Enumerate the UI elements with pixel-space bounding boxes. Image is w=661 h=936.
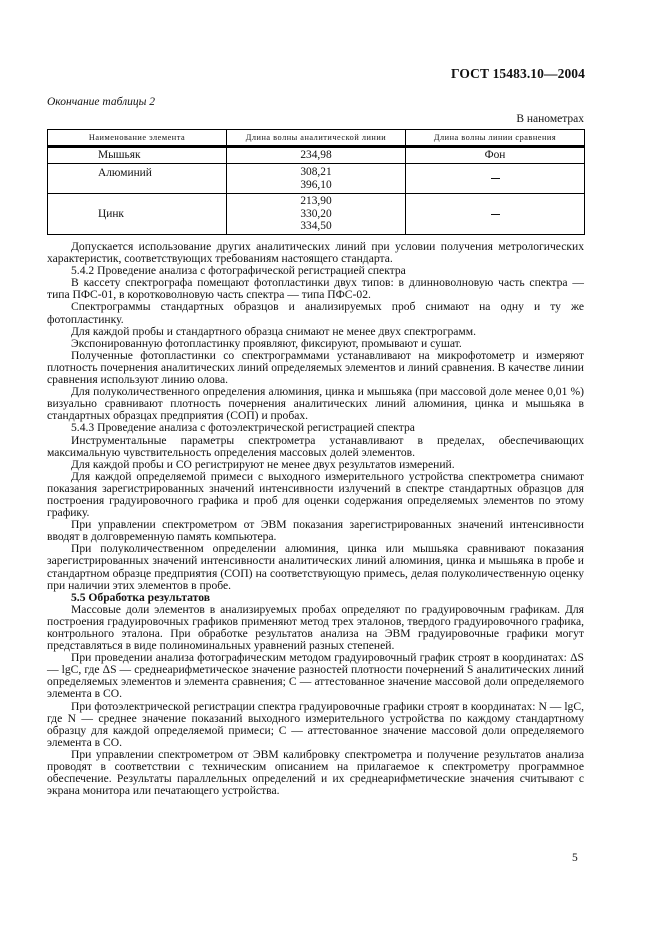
paragraph: При управлении спектрометром от ЭВМ калибровку спектрометра и получение результатов анализа проводят в соответствии с техническим описанием на прилагаемое к спектрометру программное обеспечение. Результаты параллельных определений и их среднеарифметические значения считывают с экрана монитора или печатающего устройства. [47,747,584,798]
analytical-line-value: 234,98 [227,147,406,164]
column-header-analytical-line: Длина волны аналитической линии [227,130,406,147]
document-standard-code: ГОСТ 15483.10—2004 [451,66,585,81]
element-name: Алюминий [48,164,227,194]
paragraph: При проведении анализа фотографическим методом градуировочный график строят в координатах: ΔS — lgC, где ΔS — среднеарифметическое значение разностей плотности почернений S аналитических линий определяемых элементов и элемента сравнения; C — аттестованное значение массовой доли определяемого элемента в СО. [47,651,584,701]
table-units: В нанометрах [516,113,584,125]
document-body [47,241,584,797]
analytical-line-value: 330,20 [300,207,332,220]
analytical-line-values [227,164,406,194]
column-header-comparison-line: Длина волны линии сравнения [406,130,585,147]
comparison-line-value [406,194,585,235]
analytical-line-value: 396,10 [300,178,332,191]
table-row [48,147,585,164]
comparison-line-value [406,164,585,194]
paragraph: При полуколичественном определении алюминия, цинка или мышьяка сравнивают показания зарегистрированных значений интенсивности аналитических линий алюминия, цинка и мышьяка в пробе и стандартном образце предприятия (СОП) на соответствующую примесь, делая полуколичественную оценку при наличии этих элементов в пробе. [47,542,584,592]
section-heading-5-5: 5.5 Обработка результатов [71,590,210,604]
paragraph: Для каждой пробы и стандартного образца снимают не менее двух спектрограмм. [71,324,476,338]
paragraph: Для каждой пробы и СО регистрируют не менее двух результатов измерений. [71,457,455,471]
analytical-line-value: 213,90 [300,195,332,208]
paragraph: Массовые доли элементов в анализируемых пробах определяют по градуировочным графикам. Для построения градуировочных графиков применяют метод трех эталонов, твердого градуировочного графика, контрольного эталона. При обработке результатов анализа на ЭВМ градуировочные графики могут представляться в виде полиноминальных уравнений разных степеней. [47,602,584,653]
dash-mark [491,178,500,179]
dash-mark [491,214,500,215]
paragraph: Спектрограммы стандартных образцов и анализируемых проб снимают на одну и ту же фотопластинку. [47,300,584,326]
paragraph: Для полуколичественного определения алюминия, цинка и мышьяка (при массовой доле менее 0,01 %) визуально сравнивают плотность почернения аналитических линий алюминия, цинка и мышьяка в стандартных образцах предприятия (СОП) и пробах. [47,385,584,423]
table-row [48,164,585,194]
analytical-line-value: 308,21 [300,166,332,178]
paragraph: Полученные фотопластинки со спектрограммами устанавливают на микрофотометр и измеряют плотность почернения аналитических линий определяемых элементов и линий сравнения. В качестве линии сравнения используют линию олова. [47,348,584,387]
page-number: 5 [572,852,578,864]
analytical-line-value: 334,50 [300,220,332,233]
paragraph: При фотоэлектрической регистрации спектра градуировочные графики строят в координатах: N — lgC, где N — среднее значение показаний выходного измерительного устройства по каждому стандартному образцу для каждой определяемой примеси; C — аттестованное значение массовой доли определяемого элемента в СО. [47,699,584,749]
section-heading-5-4-2: 5.4.2 Проведение анализа с фотографической регистрацией спектра [71,264,406,278]
comparison-line-value: Фон [406,147,585,164]
column-header-element: Наименование элемента [48,130,227,147]
wavelength-table [47,129,585,235]
element-name: Мышьяк [48,147,227,164]
paragraph: Для каждой определяемой примеси с выходного измерительного устройства спектрометра снимают показания зарегистрированных значений интенсивности излучений в спектре стандартных образцов для построения градуировочного графика и проб для оценки содержания определяемых элементов по этому графику. [47,469,584,520]
paragraph: Инструментальные параметры спектрометра устанавливают в пределах, обеспечивающих максимальную чувствительность определения массовых долей элементов. [47,433,584,459]
section-heading-5-4-3: 5.4.3 Проведение анализа с фотоэлектрической регистрацией спектра [71,421,415,435]
element-name: Цинк [48,194,227,235]
table-caption: Окончание таблицы 2 [47,96,155,108]
paragraph: Экспонированную фотопластинку проявляют, фиксируют, промывают и сушат. [71,336,462,350]
table-header-row [48,130,585,147]
paragraph: При управлении спектрометром от ЭВМ показания зарегистрированных значений интенсивности вводят в долговременную память компьютера. [47,518,584,544]
table-row [48,194,585,235]
analytical-line-values [227,194,406,235]
paragraph: Допускается использование других аналитических линий при условии получения метрологических характеристик, соответствующих требованиям настоящего стандарта. [47,240,584,266]
paragraph: В кассету спектрографа помещают фотопластинки двух типов: в длинноволновую часть спектра — типа ПФС-01, в коротковолновую часть спектра — типа ПФС-02. [47,276,584,302]
